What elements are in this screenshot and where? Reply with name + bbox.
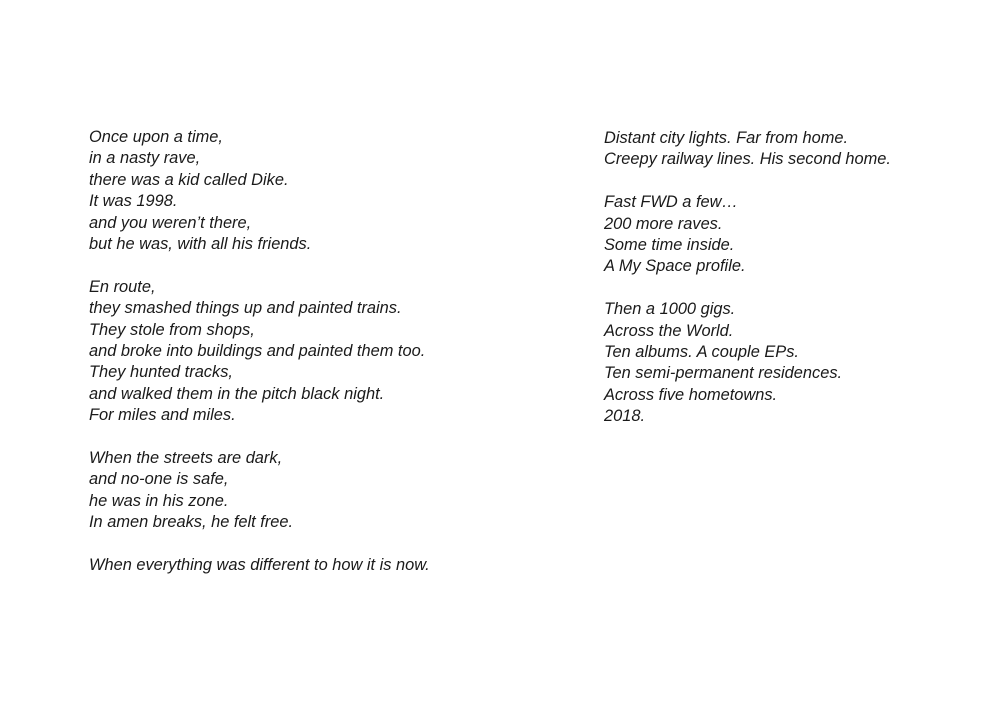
stanza-2 (89, 277, 549, 427)
poem-line: and no-one is safe, (89, 470, 229, 489)
poem-line: They hunted tracks, (89, 363, 233, 382)
poem-line: For miles and miles. (89, 406, 236, 425)
stanza-4 (89, 555, 549, 576)
poem-line: It was 1998. (89, 192, 178, 211)
poem-line: but he was, with all his friends. (89, 235, 312, 254)
stanza-7 (604, 299, 984, 427)
poem-line: When the streets are dark, (89, 449, 283, 468)
left-column (89, 127, 549, 576)
stanza-1 (89, 127, 549, 255)
stanza-3 (89, 448, 549, 534)
poem-line: Across five hometowns. (604, 385, 778, 404)
poem-line: and broke into buildings and painted them too. (89, 342, 426, 361)
poem-line: 200 more raves. (604, 214, 723, 233)
poem-line: Once upon a time, (89, 128, 223, 146)
poem-line: in a nasty rave, (89, 149, 201, 168)
poem-line: Then a 1000 gigs. (604, 300, 736, 319)
right-column (604, 128, 984, 428)
poem-line: Across the World. (604, 321, 734, 340)
stanza-5 (604, 128, 984, 171)
poem-line: and you weren’t there, (89, 213, 252, 232)
poem-line: there was a kid called Dike. (89, 170, 289, 189)
poem-line: Ten semi-permanent residences. (604, 364, 843, 383)
poem-line: Fast FWD a few… (604, 193, 738, 212)
poem-line: he was in his zone. (89, 491, 229, 510)
poem-line: En route, (89, 277, 156, 296)
poem-line: Ten albums. A couple EPs. (604, 343, 799, 362)
poem-line: Distant city lights. Far from home. (604, 129, 849, 147)
poem-line: In amen breaks, he felt free. (89, 513, 294, 532)
poem-line: they smashed things up and painted trains. (89, 299, 402, 318)
poem-line: They stole from shops, (89, 320, 255, 339)
poem-line: Creepy railway lines. His second home. (604, 150, 891, 169)
poem-line: Some time inside. (604, 236, 735, 255)
poem-line: 2018. (604, 407, 646, 426)
stanza-6 (604, 192, 984, 278)
poem-line: A My Space profile. (604, 257, 746, 276)
poem-line: When everything was different to how it is now. (89, 556, 430, 575)
poem-line: and walked them in the pitch black night. (89, 384, 385, 403)
